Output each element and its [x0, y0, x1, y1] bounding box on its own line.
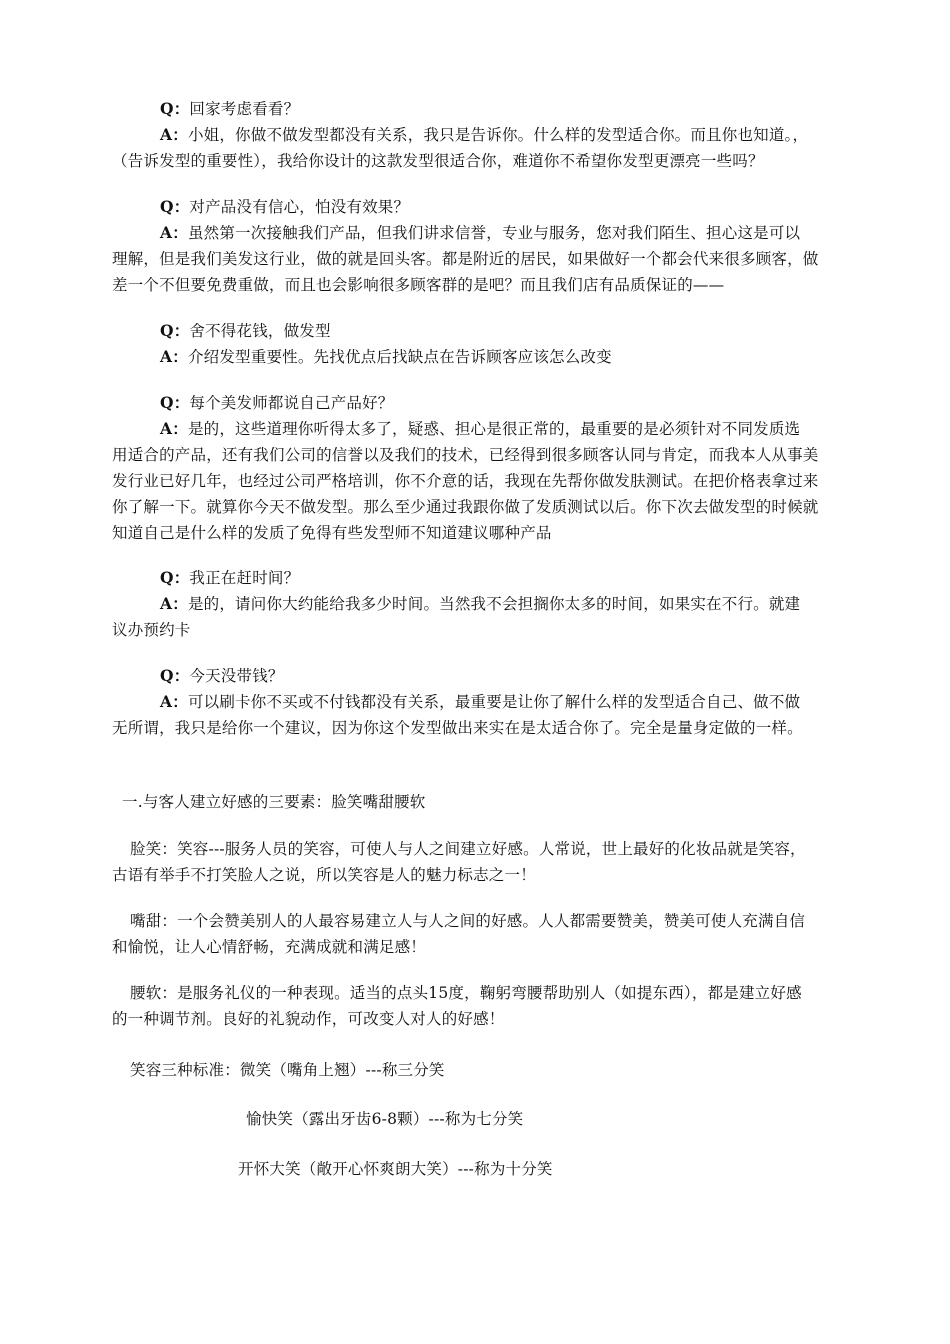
answer-text: 是的，请问你大约能给我多少时间。当然我不会担搁你太多的时间，如果实在不行。就建 [187, 595, 801, 613]
answer-text: 议办预约卡 [112, 621, 191, 639]
answer-text: 你了解一下。就算你今天不做发型。那么至少通过我跟你做了发质测试以后。你下次去做发型的时候就 [112, 498, 819, 516]
smile-standard-line: 愉快笑（露出牙齿6-8颗）---称为七分笑 [246, 1110, 524, 1128]
answer-text: 发行业已好几年，也经过公司严格培训，你不介意的话，我现在先帮你做发肤测试。在把价格表拿过来 [112, 472, 819, 490]
question-text: 每个美发师都说自己产品好？ [189, 394, 394, 412]
answer-line [160, 689, 800, 715]
question-text: 今天没带钱？ [189, 667, 284, 685]
answer-text: 无所谓，我只是给你一个建议，因为你这个发型做出来实在是太适合你了。完全是量身定做的一样。 [112, 719, 803, 737]
answer-text: 可以刷卡你不买或不付钱都没有关系，最重要是让你了解什么样的发型适合自己、做不做 [187, 693, 801, 711]
answer-text: 理解，但是我们美发这行业，做的就是回头客。都是附近的居民，如果做好一个都会代来很多顾客，做 [112, 250, 819, 268]
answer-text: 知道自己是什么样的发质了免得有些发型师不知道建议哪种产品 [112, 524, 552, 542]
answer-text: 用适合的产品，还有我们公司的信誉以及我们的技术，已经得到很多顾客认同与肯定，而我本人从事美 [112, 446, 819, 464]
section-heading: 一.与客人建立好感的三要素：脸笑嘴甜腰软 [122, 793, 426, 811]
question-text: 对产品没有信心，怕没有效果？ [189, 198, 410, 216]
question-label: Q： [160, 666, 190, 685]
smile-standard-line: 开怀大笑（敞开心怀爽朗大笑）---称为十分笑 [238, 1160, 553, 1178]
answer-line [160, 220, 800, 246]
question-label: Q： [160, 99, 190, 118]
paragraph-line: 和愉悦，让人心情舒畅，充满成就和满足感！ [112, 938, 427, 956]
paragraph-line: 的一种调节剂。良好的礼貌动作，可改变人对人的好感！ [112, 1010, 505, 1028]
answer-text: 是的，这些道理你听得太多了，疑惑、担心是很正常的，最重要的是必须针对不同发质选 [187, 420, 801, 438]
answer-text: （告诉发型的重要性），我给你设计的这款发型很适合你，难道你不希望你发型更漂亮一些吗？ [112, 152, 764, 170]
question-line [160, 194, 409, 220]
answer-label: A： [160, 347, 188, 366]
answer-line [160, 591, 800, 617]
answer-line [160, 122, 808, 148]
answer-label: A： [160, 223, 188, 242]
question-text: 我正在赶时间？ [189, 569, 300, 587]
answer-line [160, 344, 612, 370]
answer-text: 差一个不但要免费重做，而且也会影响很多顾客群的是吧？而且我们店有品质保证的—— [112, 276, 725, 294]
question-line [160, 565, 299, 591]
question-label: Q： [160, 321, 190, 340]
answer-text: 小姐，你做不做发型都没有关系，我只是告诉你。什么样的发型适合你。而且你也知道。， [187, 126, 809, 144]
question-label: Q： [160, 568, 190, 587]
answer-text: 介绍发型重要性。先找优点后找缺点在告诉顾客应该怎么改变 [187, 348, 612, 366]
answer-label: A： [160, 594, 188, 613]
paragraph-line: 嘴甜：一个会赞美别人的人最容易建立人与人之间的好感。人人都需要赞美，赞美可使人充满自信 [130, 912, 806, 930]
paragraph-line: 腰软：是服务礼仪的一种表现。适当的点头15度，鞠躬弯腰帮助别人（如提东西），都是建立好感 [130, 984, 802, 1002]
answer-label: A： [160, 419, 188, 438]
paragraph-line: 脸笑：笑容---服务人员的笑容，可使人与人之间建立好感。人常说，世上最好的化妆品就是笑容， [130, 840, 806, 858]
question-text: 舍不得花钱，做发型 [189, 322, 331, 340]
question-line [160, 318, 331, 344]
paragraph-line: 古语有举手不打笑脸人之说，所以笑容是人的魅力标志之一！ [112, 866, 536, 884]
question-line [160, 663, 284, 689]
question-label: Q： [160, 197, 190, 216]
smile-standard-line: 笑容三种标准：微笑（嘴角上翘）---称三分笑 [130, 1061, 445, 1079]
question-text: 回家考虑看看？ [189, 100, 300, 118]
answer-label: A： [160, 692, 188, 711]
question-line [160, 96, 299, 122]
answer-text: 虽然第一次接触我们产品，但我们讲求信誉，专业与服务，您对我们陌生、担心这是可以 [187, 224, 801, 242]
question-line [160, 390, 394, 416]
answer-line [160, 416, 800, 442]
answer-label: A： [160, 125, 188, 144]
question-label: Q： [160, 393, 190, 412]
